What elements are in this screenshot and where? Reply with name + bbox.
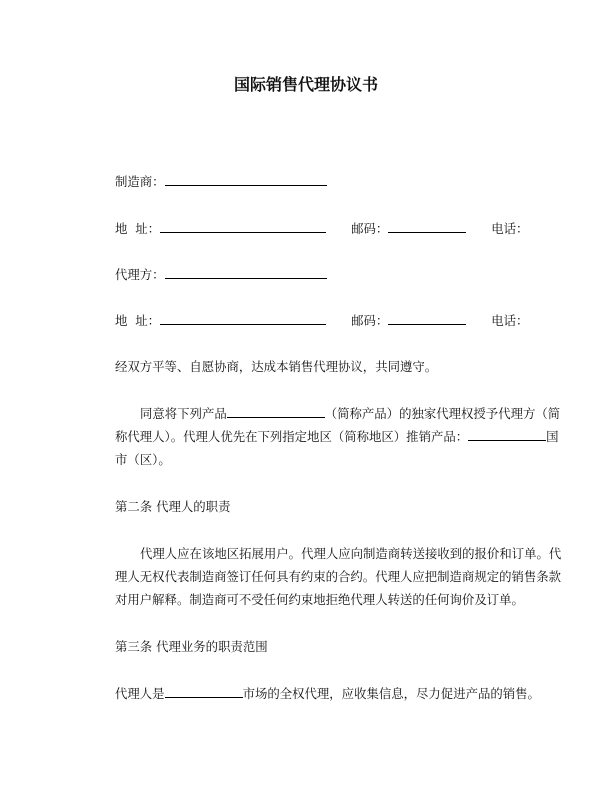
agent-blank[interactable] [165, 266, 327, 279]
intro-paragraph: 经双方平等、自愿协商，达成本销售代理协议，共同遵守。 [115, 359, 438, 374]
paragraph-2-line-1: 代理人应在该地区拓展用户。代理人应向制造商转送接收到的报价和订单。代 [140, 546, 562, 561]
address-blank[interactable] [160, 220, 326, 233]
phone-label: 电话： [491, 221, 529, 236]
text: 代理人是 [115, 686, 165, 701]
paragraph-2-line-3: 对用户解释。制造商可不受任何约束地拒绝代理人转送的任何询价及订单。 [115, 592, 524, 607]
paragraph-1-line-3: 市（区）。 [115, 452, 171, 467]
product-blank[interactable] [227, 405, 325, 418]
postcode-label: 邮码： [351, 221, 389, 236]
manufacturer-address-line [115, 220, 528, 237]
agent-line [115, 266, 327, 283]
text: 市场的全权代理，应收集信息，尽力促进产品的销售。 [242, 686, 540, 701]
address-label: 地 址： [115, 313, 161, 328]
document-title: 国际销售代理协议书 [233, 75, 378, 94]
manufacturer-blank[interactable] [165, 173, 327, 186]
postcode-label: 邮码： [351, 313, 389, 328]
address-blank[interactable] [160, 312, 326, 325]
text: 同意将下列产品 [140, 406, 227, 421]
address-label: 地 址： [115, 221, 161, 236]
text: 称代理人）。代理人优先在下列指定地区（简称地区）推销产品： [115, 429, 469, 444]
postcode-blank[interactable] [388, 220, 466, 233]
manufacturer-line [115, 173, 327, 190]
article-3-heading: 第三条 代理业务的职责范围 [115, 639, 268, 654]
postcode-blank[interactable] [388, 312, 466, 325]
country-blank[interactable] [468, 428, 546, 441]
agent-address-line [115, 312, 528, 329]
article-2-heading: 第二条 代理人的职责 [115, 499, 231, 514]
agent-label: 代理方： [115, 267, 165, 282]
manufacturer-label: 制造商： [115, 174, 165, 189]
paragraph-2-line-2: 理人无权代表制造商签订任何具有约束的合约。代理人应把制造商规定的销售条款 [115, 569, 562, 584]
market-blank[interactable] [165, 685, 243, 698]
text: （简称产品）的独家代理权授予代理方（简 [324, 406, 561, 421]
paragraph-1-line-2 [115, 428, 559, 445]
paragraph-1-line-1 [140, 405, 560, 422]
text: 国 [546, 429, 559, 444]
phone-label: 电话： [491, 313, 529, 328]
paragraph-3 [115, 685, 540, 702]
